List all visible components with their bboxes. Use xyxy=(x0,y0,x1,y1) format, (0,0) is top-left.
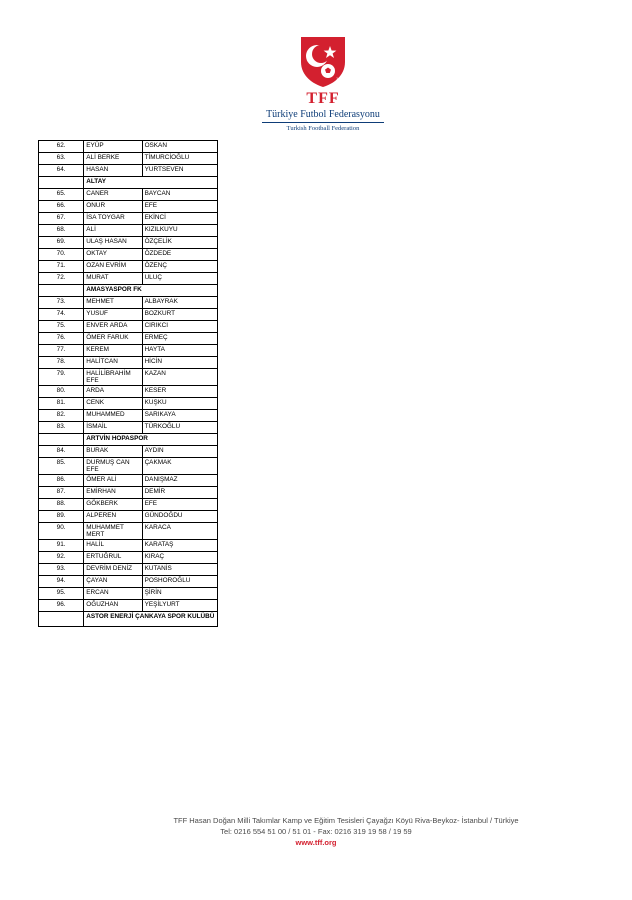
club-header-row xyxy=(39,177,218,189)
club-name: ARTVİN HOPASPOR xyxy=(84,434,218,446)
player-first-name: DEVRİM DENİZ xyxy=(84,564,142,576)
player-last-name: ÇAKMAK xyxy=(142,458,217,475)
player-first-name: EYÜP xyxy=(84,141,142,153)
svg-text:1923: 1923 xyxy=(336,76,345,81)
player-number: 73. xyxy=(39,297,84,309)
player-first-name: İSA TOYGAR xyxy=(84,213,142,225)
player-row xyxy=(39,523,218,540)
player-last-name: CIRIKCI xyxy=(142,321,217,333)
player-row xyxy=(39,576,218,588)
player-first-name: CANER xyxy=(84,189,142,201)
player-last-name: ULUÇ xyxy=(142,273,217,285)
club-row-spacer xyxy=(39,285,84,297)
tff-wordmark: TFF xyxy=(306,90,340,107)
player-last-name: TİMURCİOĞLU xyxy=(142,153,217,165)
player-number: 69. xyxy=(39,237,84,249)
player-first-name: MURAT xyxy=(84,273,142,285)
player-first-name: BURAK xyxy=(84,446,142,458)
player-row xyxy=(39,249,218,261)
player-last-name: KAZAN xyxy=(142,369,217,386)
player-row xyxy=(39,141,218,153)
player-last-name: BAYCAN xyxy=(142,189,217,201)
player-number: 88. xyxy=(39,499,84,511)
player-first-name: MUHAMMED xyxy=(84,410,142,422)
player-last-name: ŞİRİN xyxy=(142,588,217,600)
player-first-name: HALİL xyxy=(84,540,142,552)
page-footer xyxy=(0,816,632,847)
player-number: 79. xyxy=(39,369,84,386)
player-row xyxy=(39,475,218,487)
player-row xyxy=(39,511,218,523)
player-last-name: YEŞİLYURT xyxy=(142,600,217,612)
player-number: 64. xyxy=(39,165,84,177)
player-number: 74. xyxy=(39,309,84,321)
player-number: 82. xyxy=(39,410,84,422)
player-first-name: OĞUZHAN xyxy=(84,600,142,612)
player-number: 87. xyxy=(39,487,84,499)
player-last-name: YURTSEVEN xyxy=(142,165,217,177)
player-last-name: GÜNDOĞDU xyxy=(142,511,217,523)
player-last-name: BOZKURT xyxy=(142,309,217,321)
player-number: 93. xyxy=(39,564,84,576)
player-last-name: SARIKAYA xyxy=(142,410,217,422)
player-row xyxy=(39,564,218,576)
club-header-row xyxy=(39,612,218,627)
footer-contact: Tel: 0216 554 51 00 / 51 01 - Fax: 0216 319 19 58 / 19 59 xyxy=(220,827,412,836)
player-first-name: EMİRHAN xyxy=(84,487,142,499)
player-number: 81. xyxy=(39,398,84,410)
player-row xyxy=(39,345,218,357)
player-number: 90. xyxy=(39,523,84,540)
player-first-name: YUSUF xyxy=(84,309,142,321)
player-number: 86. xyxy=(39,475,84,487)
player-number: 83. xyxy=(39,422,84,434)
player-row xyxy=(39,540,218,552)
player-number: 91. xyxy=(39,540,84,552)
player-last-name: EFE xyxy=(142,201,217,213)
footer-address: TFF Hasan Doğan Milli Takımlar Kamp ve Eğitim Tesisleri Çayağzı Köyü Riva-Beykoz- İstanbul / Türkiye xyxy=(173,816,519,825)
club-header-row xyxy=(39,434,218,446)
player-first-name: ULAŞ HASAN xyxy=(84,237,142,249)
player-number: 65. xyxy=(39,189,84,201)
player-first-name: CENK xyxy=(84,398,142,410)
player-row xyxy=(39,386,218,398)
player-row xyxy=(39,422,218,434)
player-last-name: HİCİN xyxy=(142,357,217,369)
player-row xyxy=(39,273,218,285)
player-last-name: KUŞKU xyxy=(142,398,217,410)
player-row xyxy=(39,237,218,249)
player-row xyxy=(39,446,218,458)
player-number: 94. xyxy=(39,576,84,588)
player-last-name: ÖZDEDE xyxy=(142,249,217,261)
player-number: 95. xyxy=(39,588,84,600)
player-row xyxy=(39,297,218,309)
player-first-name: ENVER ARDA xyxy=(84,321,142,333)
player-number: 72. xyxy=(39,273,84,285)
player-number: 96. xyxy=(39,600,84,612)
player-row xyxy=(39,213,218,225)
player-first-name: ALPEREN xyxy=(84,511,142,523)
player-row xyxy=(39,357,218,369)
player-number: 71. xyxy=(39,261,84,273)
player-first-name: ERTUĞRUL xyxy=(84,552,142,564)
player-roster-table xyxy=(38,140,218,627)
player-last-name: ÖZENÇ xyxy=(142,261,217,273)
player-row xyxy=(39,309,218,321)
club-row-spacer xyxy=(39,177,84,189)
player-last-name: KARACA xyxy=(142,523,217,540)
tff-logo xyxy=(258,34,388,132)
player-last-name: DEMİR xyxy=(142,487,217,499)
logo-divider xyxy=(262,122,384,123)
player-last-name: ALBAYRAK xyxy=(142,297,217,309)
player-last-name: EFE xyxy=(142,499,217,511)
player-first-name: ALİ BERKE xyxy=(84,153,142,165)
federation-name-tr: Türkiye Futbol Federasyonu xyxy=(266,109,380,120)
tff-emblem-icon xyxy=(297,34,349,88)
player-last-name: TÜRKOĞLU xyxy=(142,422,217,434)
player-row xyxy=(39,410,218,422)
player-first-name: ARDA xyxy=(84,386,142,398)
player-number: 63. xyxy=(39,153,84,165)
player-last-name: KUTANİS xyxy=(142,564,217,576)
player-last-name: KIRAÇ xyxy=(142,552,217,564)
player-last-name: HAYTA xyxy=(142,345,217,357)
player-first-name: OZAN EVRİM xyxy=(84,261,142,273)
player-first-name: KEREM xyxy=(84,345,142,357)
player-number: 68. xyxy=(39,225,84,237)
player-last-name: KARATAŞ xyxy=(142,540,217,552)
footer-website: www.tff.org xyxy=(295,838,337,847)
player-row xyxy=(39,321,218,333)
player-row xyxy=(39,201,218,213)
player-number: 84. xyxy=(39,446,84,458)
player-number: 76. xyxy=(39,333,84,345)
player-number: 89. xyxy=(39,511,84,523)
player-number: 85. xyxy=(39,458,84,475)
player-last-name: OSKAN xyxy=(142,141,217,153)
player-first-name: DURMUŞ CAN EFE xyxy=(84,458,142,475)
player-row xyxy=(39,153,218,165)
player-number: 77. xyxy=(39,345,84,357)
player-number: 78. xyxy=(39,357,84,369)
player-first-name: MUHAMMET MERT xyxy=(84,523,142,540)
player-number: 66. xyxy=(39,201,84,213)
player-row xyxy=(39,552,218,564)
player-first-name: ERCAN xyxy=(84,588,142,600)
player-last-name: ERMEÇ xyxy=(142,333,217,345)
player-last-name: ÖZÇELİK xyxy=(142,237,217,249)
player-number: 67. xyxy=(39,213,84,225)
player-number: 80. xyxy=(39,386,84,398)
player-first-name: ALİ xyxy=(84,225,142,237)
player-last-name: KESER xyxy=(142,386,217,398)
player-row xyxy=(39,600,218,612)
player-row xyxy=(39,487,218,499)
player-row xyxy=(39,398,218,410)
player-last-name: KIZILKUYU xyxy=(142,225,217,237)
club-row-spacer xyxy=(39,434,84,446)
roster-body xyxy=(39,141,218,627)
player-first-name: ÖMER FARUK xyxy=(84,333,142,345)
player-first-name: MEHMET xyxy=(84,297,142,309)
club-name: ASTOR ENERJİ ÇANKAYA SPOR KULÜBÜ xyxy=(84,612,218,627)
player-first-name: HALİTCAN xyxy=(84,357,142,369)
player-number: 62. xyxy=(39,141,84,153)
player-row xyxy=(39,165,218,177)
player-row xyxy=(39,333,218,345)
player-row xyxy=(39,261,218,273)
club-name: ALTAY xyxy=(84,177,218,189)
player-number: 70. xyxy=(39,249,84,261)
player-row xyxy=(39,189,218,201)
federation-name-en: Turkish Football Federation xyxy=(286,125,360,132)
player-row xyxy=(39,369,218,386)
player-first-name: OKTAY xyxy=(84,249,142,261)
player-first-name: GÖKBERK xyxy=(84,499,142,511)
player-first-name: ÇAYAN xyxy=(84,576,142,588)
player-number: 75. xyxy=(39,321,84,333)
player-last-name: AYDIN xyxy=(142,446,217,458)
player-row xyxy=(39,499,218,511)
player-first-name: ONUR xyxy=(84,201,142,213)
player-first-name: HASAN xyxy=(84,165,142,177)
club-header-row xyxy=(39,285,218,297)
player-number: 92. xyxy=(39,552,84,564)
player-last-name: DANIŞMAZ xyxy=(142,475,217,487)
player-row xyxy=(39,588,218,600)
player-row xyxy=(39,458,218,475)
player-row xyxy=(39,225,218,237)
player-last-name: EKİNCİ xyxy=(142,213,217,225)
player-first-name: ÖMER ALİ xyxy=(84,475,142,487)
club-name: AMASYASPOR FK xyxy=(84,285,218,297)
club-row-spacer xyxy=(39,612,84,627)
player-first-name: İSMAİL xyxy=(84,422,142,434)
player-first-name: HALİLİBRAHİM EFE xyxy=(84,369,142,386)
player-last-name: POSHOROĞLU xyxy=(142,576,217,588)
